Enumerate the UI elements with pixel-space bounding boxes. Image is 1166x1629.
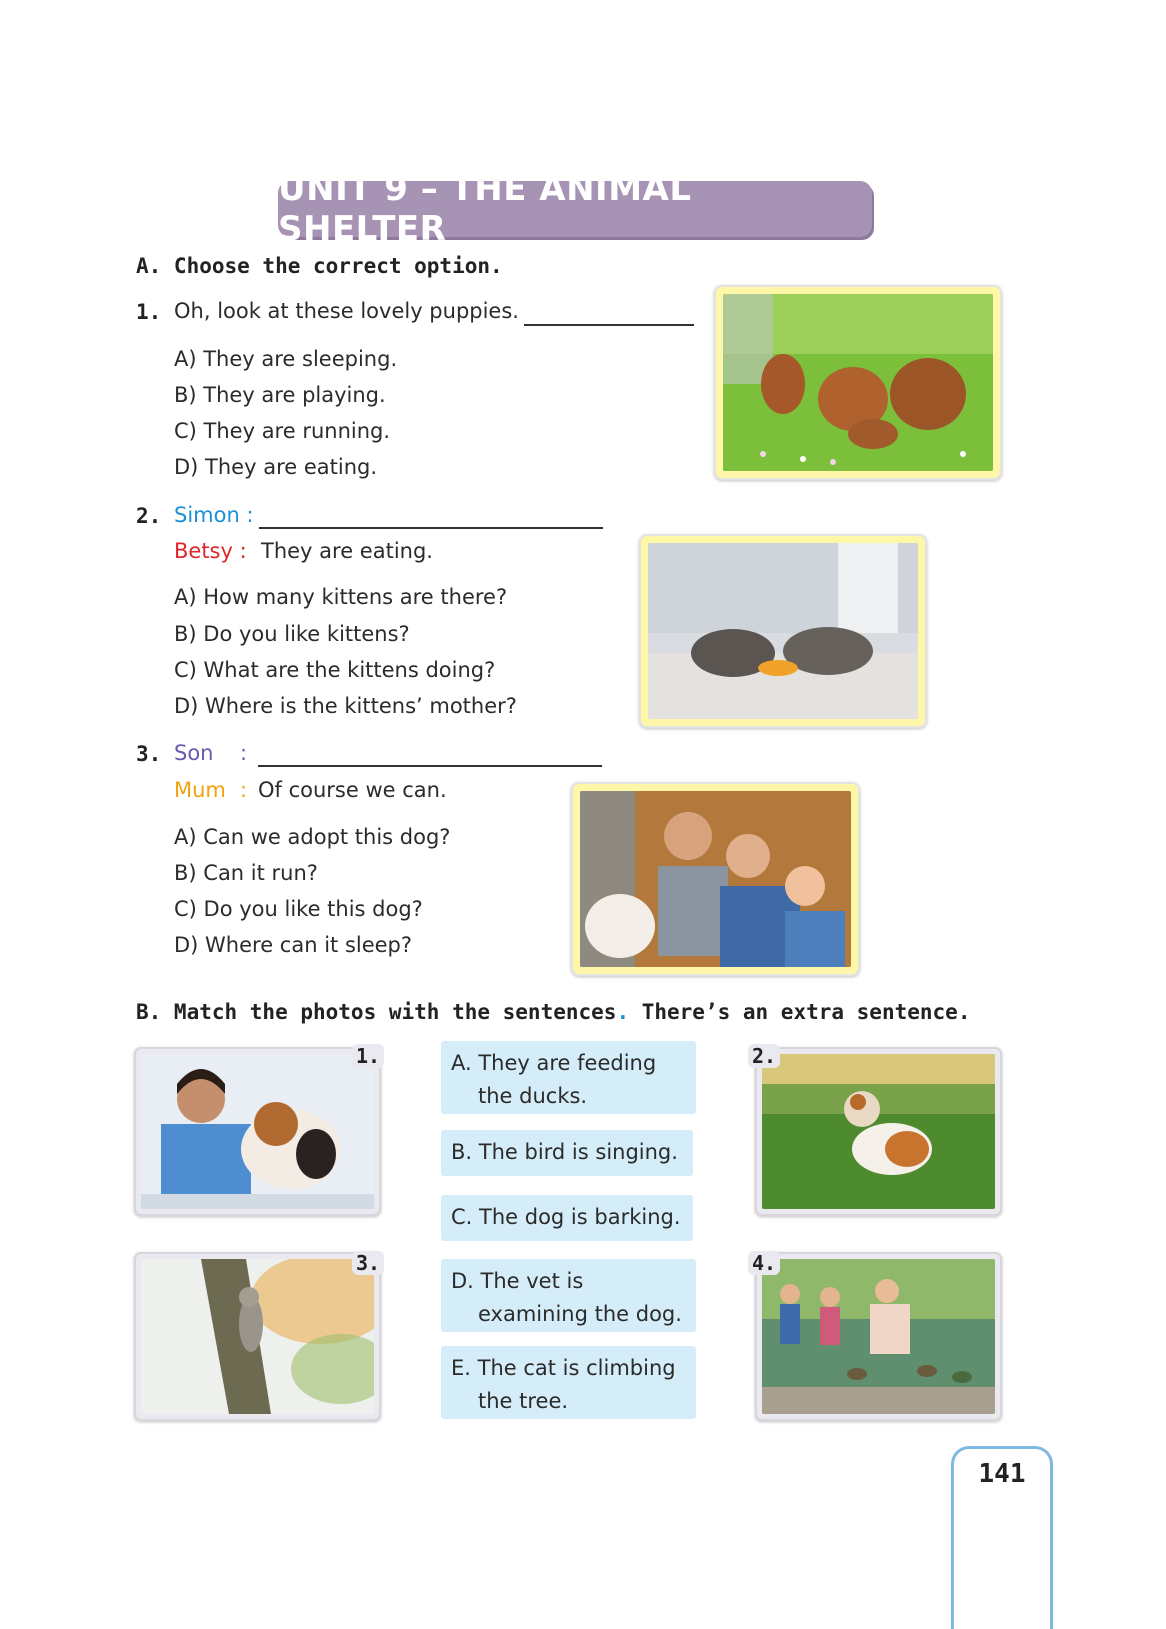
section-b-heading — [136, 1000, 970, 1024]
unit-title-banner — [278, 169, 872, 249]
q3-speaker-mum: Mum — [174, 778, 226, 802]
sentence-b-line1: B. The bird is singing. — [451, 1140, 678, 1164]
photo-2-barking-dog — [755, 1047, 1002, 1216]
q3-number: 3. — [136, 742, 162, 766]
q3-option-c[interactable]: C) Do you like this dog? — [174, 897, 423, 921]
q3-speaker-son-colon: : — [240, 741, 248, 765]
q2-number: 2. — [136, 504, 162, 528]
sentence-a-line2: the ducks. — [478, 1084, 588, 1108]
section-a-heading: A. Choose the correct option. — [136, 254, 503, 278]
page-number: 141 — [978, 1459, 1026, 1489]
sentence-e-line1: E. The cat is climbing — [451, 1356, 676, 1380]
family-dog-photo — [571, 782, 860, 976]
q1-option-a[interactable]: A) They are sleeping. — [174, 347, 398, 371]
sentence-card-d[interactable] — [441, 1259, 696, 1332]
section-b-heading-part1: B. Match the photos with the sentences — [136, 1000, 617, 1024]
q2-option-d[interactable]: D) Where is the kittens’ mother? — [174, 694, 517, 718]
q2-speaker-simon: Simon : — [174, 503, 254, 527]
q3-speaker-son: Son — [174, 741, 214, 765]
q2-option-c[interactable]: C) What are the kittens doing? — [174, 658, 496, 682]
q1-prompt: Oh, look at these lovely puppies. — [174, 299, 519, 323]
q1-option-b[interactable]: B) They are playing. — [174, 383, 386, 407]
q1-number: 1. — [136, 300, 162, 324]
q3-option-b[interactable]: B) Can it run? — [174, 861, 318, 885]
q1-option-c[interactable]: C) They are running. — [174, 419, 391, 443]
sentence-d-line1: D. The vet is — [451, 1269, 584, 1293]
photo-1-label: 1. — [352, 1044, 384, 1068]
q3-option-a[interactable]: A) Can we adopt this dog? — [174, 825, 451, 849]
q1-option-d[interactable]: D) They are eating. — [174, 455, 378, 479]
photo-3-label: 3. — [352, 1251, 384, 1275]
q3-answer-blank[interactable] — [258, 765, 602, 767]
sentence-c-line1: C. The dog is barking. — [451, 1205, 681, 1229]
page-number-tab — [951, 1446, 1053, 1629]
photo-4-label: 4. — [748, 1251, 780, 1275]
q3-option-d[interactable]: D) Where can it sleep? — [174, 933, 413, 957]
sentence-card-a[interactable] — [441, 1041, 696, 1114]
q2-option-b[interactable]: B) Do you like kittens? — [174, 622, 410, 646]
section-b-heading-dot: . — [616, 1000, 630, 1024]
sentence-a-line1: A. They are feeding — [451, 1051, 657, 1075]
sentence-card-c[interactable] — [441, 1195, 693, 1241]
photo-2-label: 2. — [748, 1044, 780, 1068]
photo-3-cat-climbing — [134, 1252, 381, 1421]
sentence-card-e[interactable] — [441, 1346, 696, 1419]
q2-speaker-betsy: Betsy : — [174, 539, 247, 563]
q2-reply: They are eating. — [261, 539, 433, 563]
sentence-d-line2: examining the dog. — [478, 1302, 682, 1326]
puppies-photo — [714, 285, 1002, 480]
q3-reply: Of course we can. — [258, 778, 447, 802]
q3-speaker-mum-colon: : — [240, 778, 248, 802]
photo-4-feeding-ducks — [755, 1252, 1002, 1421]
q2-answer-blank[interactable] — [259, 527, 603, 529]
q2-option-a[interactable]: A) How many kittens are there? — [174, 585, 508, 609]
kittens-photo — [639, 534, 927, 728]
unit-title: UNIT 9 – THE ANIMAL SHELTER — [278, 169, 692, 249]
photo-1-vet — [134, 1047, 381, 1216]
sentence-card-b[interactable] — [441, 1130, 693, 1176]
q1-answer-blank[interactable] — [524, 324, 694, 326]
sentence-e-line2: the tree. — [478, 1389, 569, 1413]
section-b-heading-part2: There’s an extra sentence. — [629, 1000, 971, 1024]
